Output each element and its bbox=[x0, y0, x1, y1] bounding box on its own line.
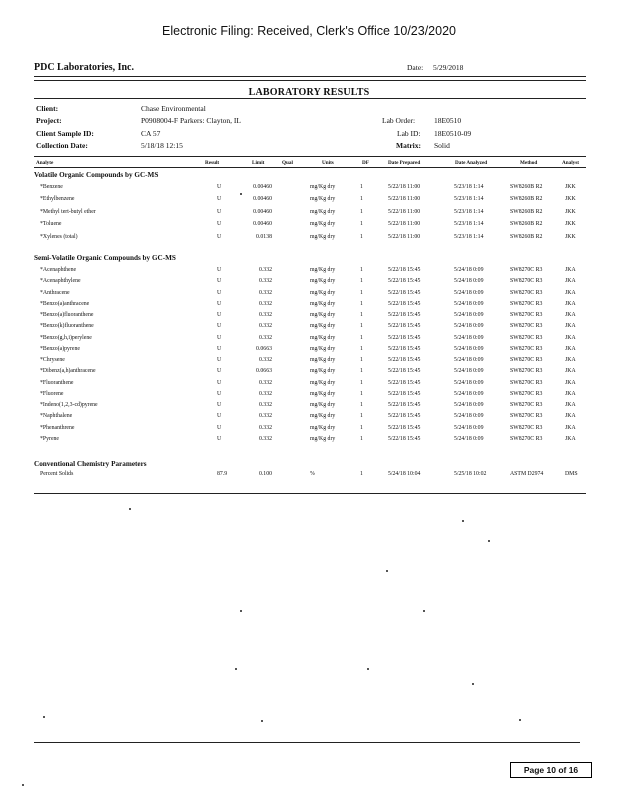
analyst-cell: JKA bbox=[565, 390, 576, 397]
method-cell: SW8270C R3 bbox=[510, 402, 543, 408]
date-prepared-cell: 5/22/18 15:45 bbox=[388, 390, 421, 397]
date-analyzed-cell: 5/23/18 1:14 bbox=[454, 208, 484, 215]
df-cell: 1 bbox=[360, 300, 363, 307]
result-cell: U bbox=[217, 334, 222, 341]
date-prepared-cell: 5/22/18 15:45 bbox=[388, 300, 421, 307]
col-analyst: Analyst bbox=[562, 160, 580, 166]
analyst-cell: JKA bbox=[565, 413, 576, 420]
units-cell: mg/Kg dry bbox=[310, 289, 336, 296]
analyst-cell: JKK bbox=[565, 221, 576, 228]
scan-speck bbox=[240, 610, 242, 612]
df-cell: 1 bbox=[360, 267, 363, 273]
df-cell: 1 bbox=[360, 323, 363, 330]
analyte-cell: *Toluene bbox=[40, 221, 62, 228]
header-rule-top bbox=[34, 76, 586, 77]
date-prepared-cell: 5/22/18 15:45 bbox=[388, 345, 421, 352]
table-row bbox=[0, 196, 618, 207]
units-cell: mg/Kg dry bbox=[310, 184, 336, 190]
lab-name: PDC Laboratories, Inc. bbox=[34, 62, 134, 73]
analyte-cell: *Naphthalene bbox=[40, 413, 73, 420]
col-date-prepared: Date Prepared bbox=[388, 160, 421, 166]
result-cell: U bbox=[217, 278, 222, 285]
units-cell: mg/Kg dry bbox=[310, 278, 336, 285]
table-row bbox=[0, 290, 618, 301]
df-cell: 1 bbox=[360, 233, 363, 240]
result-cell: U bbox=[217, 402, 222, 408]
date-analyzed-cell: 5/24/18 0:09 bbox=[454, 402, 484, 408]
units-cell: mg/Kg dry bbox=[310, 196, 336, 203]
scan-speck bbox=[472, 683, 474, 685]
limit-cell: 0.00460 bbox=[253, 208, 272, 215]
table-row bbox=[0, 413, 618, 424]
date-analyzed-cell: 5/23/18 1:14 bbox=[454, 221, 484, 228]
units-cell: mg/Kg dry bbox=[310, 334, 336, 341]
result-cell: 87.9 bbox=[217, 471, 228, 477]
table-row bbox=[0, 425, 618, 436]
scan-speck bbox=[261, 720, 263, 722]
df-cell: 1 bbox=[360, 278, 363, 285]
date-analyzed-cell: 5/25/18 10:02 bbox=[454, 471, 487, 477]
result-cell: U bbox=[217, 435, 222, 442]
units-cell: mg/Kg dry bbox=[310, 300, 336, 307]
units-cell: mg/Kg dry bbox=[310, 323, 336, 330]
units-cell: mg/Kg dry bbox=[310, 221, 336, 228]
analyst-cell: JKA bbox=[565, 402, 576, 408]
analyst-cell: JKA bbox=[565, 357, 576, 363]
analyst-cell: JKA bbox=[565, 345, 576, 352]
analyst-cell: JKA bbox=[565, 368, 576, 375]
result-cell: U bbox=[217, 233, 222, 240]
client-value: Chase Environmental bbox=[141, 104, 206, 113]
report-date-value: 5/29/2018 bbox=[433, 63, 464, 72]
method-cell: SW8270C R3 bbox=[510, 312, 543, 318]
method-cell: SW8270C R3 bbox=[510, 390, 543, 397]
table-row bbox=[0, 436, 618, 447]
table-row bbox=[0, 368, 618, 379]
df-cell: 1 bbox=[360, 368, 363, 375]
client-label: Client: bbox=[36, 104, 59, 113]
result-cell: U bbox=[217, 424, 222, 431]
date-analyzed-cell: 5/24/18 0:09 bbox=[454, 267, 484, 273]
table-row bbox=[0, 184, 618, 195]
analyte-cell: *Dibenz(a,h)anthracene bbox=[40, 368, 96, 375]
date-prepared-cell: 5/22/18 11:00 bbox=[388, 208, 421, 215]
scan-speck bbox=[235, 668, 237, 670]
limit-cell: 0.100 bbox=[258, 471, 272, 477]
df-cell: 1 bbox=[360, 379, 363, 386]
date-prepared-cell: 5/22/18 15:45 bbox=[388, 278, 421, 285]
date-prepared-cell: 5/22/18 11:00 bbox=[388, 233, 421, 240]
analyte-cell: *Benzo(a)pyrene bbox=[40, 345, 80, 352]
result-cell: U bbox=[217, 267, 222, 273]
date-analyzed-cell: 5/24/18 0:09 bbox=[454, 334, 484, 341]
date-prepared-cell: 5/22/18 15:45 bbox=[388, 323, 421, 330]
df-cell: 1 bbox=[360, 221, 363, 228]
method-cell: SW8270C R3 bbox=[510, 345, 543, 352]
analyte-cell: *Benzene bbox=[40, 184, 63, 190]
table-row bbox=[0, 221, 618, 232]
date-prepared-cell: 5/22/18 15:45 bbox=[388, 334, 421, 341]
scan-speck bbox=[129, 508, 131, 510]
units-cell: mg/Kg dry bbox=[310, 345, 336, 352]
table-row bbox=[0, 391, 618, 402]
df-cell: 1 bbox=[360, 402, 363, 408]
method-cell: SW8270C R3 bbox=[510, 357, 543, 363]
analyst-cell: JKA bbox=[565, 267, 576, 273]
units-cell: mg/Kg dry bbox=[310, 357, 336, 363]
method-cell: ASTM D2974 bbox=[510, 471, 544, 477]
analyst-cell: JKA bbox=[565, 424, 576, 431]
date-prepared-cell: 5/22/18 15:45 bbox=[388, 379, 421, 386]
header-rule-second bbox=[34, 80, 586, 81]
method-cell: SW8260B R2 bbox=[510, 184, 543, 190]
section-title-voc: Volatile Organic Compounds by GC-MS bbox=[34, 171, 159, 179]
method-cell: SW8260B R2 bbox=[510, 196, 543, 203]
date-prepared-cell: 5/22/18 15:45 bbox=[388, 267, 421, 273]
lab-order-label: Lab Order: bbox=[382, 116, 416, 125]
column-header-rule bbox=[34, 167, 586, 168]
date-analyzed-cell: 5/24/18 0:09 bbox=[454, 300, 484, 307]
analyst-cell: JKA bbox=[565, 312, 576, 318]
sample-id-label: Client Sample ID: bbox=[36, 129, 94, 138]
result-cell: U bbox=[217, 357, 222, 363]
analyte-cell: *Fluorene bbox=[40, 390, 64, 397]
result-cell: U bbox=[217, 323, 222, 330]
result-cell: U bbox=[217, 196, 222, 203]
units-cell: mg/Kg dry bbox=[310, 312, 336, 318]
units-cell: mg/Kg dry bbox=[310, 379, 336, 386]
col-date-analyzed: Date Analyzed bbox=[455, 160, 488, 166]
col-units: Units bbox=[322, 160, 334, 166]
analyte-cell: *Benzo(a)fluoranthene bbox=[40, 312, 94, 318]
limit-cell: 0.332 bbox=[258, 267, 272, 273]
date-prepared-cell: 5/22/18 15:45 bbox=[388, 312, 421, 318]
date-prepared-cell: 5/22/18 15:45 bbox=[388, 368, 421, 375]
table-row bbox=[0, 357, 618, 368]
df-cell: 1 bbox=[360, 357, 363, 363]
analyte-cell: *Acenaphthylene bbox=[40, 278, 81, 285]
method-cell: SW8270C R3 bbox=[510, 289, 543, 296]
result-cell: U bbox=[217, 413, 222, 420]
limit-cell: 0.332 bbox=[258, 424, 272, 431]
analyte-cell: *Fluoranthene bbox=[40, 379, 74, 386]
result-cell: U bbox=[217, 221, 222, 228]
analyte-cell: *Benzo(a)anthracene bbox=[40, 300, 90, 307]
date-prepared-cell: 5/22/18 15:45 bbox=[388, 289, 421, 296]
date-analyzed-cell: 5/24/18 0:09 bbox=[454, 379, 484, 386]
scan-speck bbox=[423, 610, 425, 612]
method-cell: SW8260B R2 bbox=[510, 221, 543, 228]
method-cell: SW8270C R3 bbox=[510, 323, 543, 330]
units-cell: mg/Kg dry bbox=[310, 390, 336, 397]
date-prepared-cell: 5/22/18 11:00 bbox=[388, 196, 421, 203]
result-cell: U bbox=[217, 345, 222, 352]
date-prepared-cell: 5/22/18 15:45 bbox=[388, 435, 421, 442]
method-cell: SW8270C R3 bbox=[510, 424, 543, 431]
scan-speck bbox=[519, 719, 521, 721]
result-cell: U bbox=[217, 312, 222, 318]
table-row bbox=[0, 471, 618, 482]
result-cell: U bbox=[217, 289, 222, 296]
units-cell: mg/Kg dry bbox=[310, 233, 336, 240]
filing-header: Electronic Filing: Received, Clerk's Office 10/23/2020 bbox=[162, 24, 456, 38]
df-cell: 1 bbox=[360, 312, 363, 318]
analyte-cell: *Benzo(g,h,i)perylene bbox=[40, 334, 92, 341]
method-cell: SW8260B R2 bbox=[510, 208, 543, 215]
limit-cell: 0.0663 bbox=[256, 368, 272, 375]
result-cell: U bbox=[217, 208, 222, 215]
df-cell: 1 bbox=[360, 208, 363, 215]
scan-speck bbox=[367, 668, 369, 670]
date-prepared-cell: 5/22/18 15:45 bbox=[388, 402, 421, 408]
analyte-cell: *Chrysene bbox=[40, 357, 65, 363]
date-prepared-cell: 5/22/18 15:45 bbox=[388, 357, 421, 363]
col-analyte: Analyte bbox=[36, 160, 54, 166]
units-cell: mg/Kg dry bbox=[310, 208, 336, 215]
project-value: P0908004-F Parkers: Clayton, IL bbox=[141, 116, 241, 125]
scan-speck bbox=[386, 570, 388, 572]
section-title-conventional: Conventional Chemistry Parameters bbox=[34, 460, 147, 468]
analyst-cell: JKK bbox=[565, 184, 576, 190]
limit-cell: 0.332 bbox=[258, 323, 272, 330]
collection-date-label: Collection Date: bbox=[36, 141, 88, 150]
table-row bbox=[0, 335, 618, 346]
df-cell: 1 bbox=[360, 390, 363, 397]
table-row bbox=[0, 380, 618, 391]
method-cell: SW8270C R3 bbox=[510, 267, 543, 273]
method-cell: SW8270C R3 bbox=[510, 379, 543, 386]
df-cell: 1 bbox=[360, 435, 363, 442]
limit-cell: 0.332 bbox=[258, 413, 272, 420]
analyte-cell: Percent Solids bbox=[40, 471, 74, 477]
result-cell: U bbox=[217, 379, 222, 386]
col-result: Result bbox=[205, 160, 220, 166]
project-label: Project: bbox=[36, 116, 62, 125]
units-cell: mg/Kg dry bbox=[310, 368, 336, 375]
table-row bbox=[0, 402, 618, 413]
table-row bbox=[0, 267, 618, 278]
analyst-cell: DMS bbox=[565, 471, 578, 477]
analyst-cell: JKA bbox=[565, 323, 576, 330]
info-rule bbox=[34, 156, 586, 157]
footer-rule bbox=[34, 742, 580, 743]
limit-cell: 0.0663 bbox=[256, 345, 272, 352]
scan-speck bbox=[462, 520, 464, 522]
report-date-label: Date: bbox=[407, 63, 424, 72]
date-analyzed-cell: 5/24/18 0:09 bbox=[454, 312, 484, 318]
limit-cell: 0.332 bbox=[258, 289, 272, 296]
table-row bbox=[0, 312, 618, 323]
table-row bbox=[0, 209, 618, 220]
date-analyzed-cell: 5/24/18 0:09 bbox=[454, 345, 484, 352]
method-cell: SW8270C R3 bbox=[510, 435, 543, 442]
col-method: Method bbox=[520, 160, 538, 166]
date-prepared-cell: 5/24/18 10:04 bbox=[388, 471, 421, 477]
limit-cell: 0.332 bbox=[258, 435, 272, 442]
units-cell: mg/Kg dry bbox=[310, 435, 336, 442]
df-cell: 1 bbox=[360, 413, 363, 420]
matrix-label: Matrix: bbox=[396, 141, 421, 150]
date-prepared-cell: 5/22/18 15:45 bbox=[388, 413, 421, 420]
scan-speck bbox=[22, 784, 24, 786]
limit-cell: 0.332 bbox=[258, 334, 272, 341]
date-analyzed-cell: 5/23/18 1:14 bbox=[454, 184, 484, 190]
analyst-cell: JKA bbox=[565, 379, 576, 386]
date-analyzed-cell: 5/24/18 0:09 bbox=[454, 413, 484, 420]
page-number-badge: Page 10 of 16 bbox=[510, 762, 592, 778]
limit-cell: 0.00460 bbox=[253, 196, 272, 203]
limit-cell: 0.332 bbox=[258, 402, 272, 408]
table-row bbox=[0, 278, 618, 289]
date-analyzed-cell: 5/24/18 0:09 bbox=[454, 424, 484, 431]
limit-cell: 0.332 bbox=[258, 300, 272, 307]
section-title-svoc: Semi-Volatile Organic Compounds by GC-MS bbox=[34, 254, 176, 262]
result-cell: U bbox=[217, 184, 222, 190]
lab-order-value: 18E0510 bbox=[434, 116, 462, 125]
analyst-cell: JKA bbox=[565, 278, 576, 285]
df-cell: 1 bbox=[360, 334, 363, 341]
table-row bbox=[0, 234, 618, 245]
units-cell: mg/Kg dry bbox=[310, 424, 336, 431]
title-rule bbox=[34, 98, 586, 99]
method-cell: SW8270C R3 bbox=[510, 413, 543, 420]
df-cell: 1 bbox=[360, 184, 363, 190]
method-cell: SW8270C R3 bbox=[510, 334, 543, 341]
method-cell: SW8260B R2 bbox=[510, 233, 543, 240]
date-analyzed-cell: 5/24/18 0:09 bbox=[454, 390, 484, 397]
date-analyzed-cell: 5/24/18 0:09 bbox=[454, 368, 484, 375]
df-cell: 1 bbox=[360, 289, 363, 296]
method-cell: SW8270C R3 bbox=[510, 368, 543, 375]
limit-cell: 0.00460 bbox=[253, 221, 272, 228]
limit-cell: 0.332 bbox=[258, 278, 272, 285]
limit-cell: 0.00460 bbox=[253, 184, 272, 190]
date-analyzed-cell: 5/24/18 0:09 bbox=[454, 323, 484, 330]
limit-cell: 0.332 bbox=[258, 390, 272, 397]
analyte-cell: *Xylenes (total) bbox=[40, 233, 78, 240]
limit-cell: 0.0138 bbox=[256, 233, 272, 240]
date-analyzed-cell: 5/24/18 0:09 bbox=[454, 357, 484, 363]
date-prepared-cell: 5/22/18 11:00 bbox=[388, 221, 421, 228]
result-cell: U bbox=[217, 368, 222, 375]
table-end-rule bbox=[34, 493, 586, 494]
scan-speck bbox=[240, 193, 242, 195]
date-analyzed-cell: 5/24/18 0:09 bbox=[454, 289, 484, 296]
analyte-cell: *Indeno(1,2,3-cd)pyrene bbox=[40, 402, 98, 408]
scan-speck bbox=[488, 540, 490, 542]
limit-cell: 0.332 bbox=[258, 357, 272, 363]
sample-id-value: CA 57 bbox=[141, 129, 161, 138]
analyte-cell: *Anthracene bbox=[40, 289, 70, 296]
date-analyzed-cell: 5/24/18 0:09 bbox=[454, 278, 484, 285]
analyte-cell: *Benzo(k)fluoranthene bbox=[40, 323, 94, 330]
col-qual: Qual bbox=[282, 160, 293, 166]
date-analyzed-cell: 5/23/18 1:14 bbox=[454, 233, 484, 240]
method-cell: SW8270C R3 bbox=[510, 278, 543, 285]
analyte-cell: *Phenanthrene bbox=[40, 424, 75, 431]
limit-cell: 0.332 bbox=[258, 312, 272, 318]
analyst-cell: JKK bbox=[565, 233, 576, 240]
df-cell: 1 bbox=[360, 424, 363, 431]
analyst-cell: JKK bbox=[565, 208, 576, 215]
date-prepared-cell: 5/22/18 11:00 bbox=[388, 184, 421, 190]
analyst-cell: JKA bbox=[565, 435, 576, 442]
analyst-cell: JKA bbox=[565, 289, 576, 296]
analyst-cell: JKA bbox=[565, 300, 576, 307]
collection-date-value: 5/18/18 12:15 bbox=[141, 141, 183, 150]
df-cell: 1 bbox=[360, 345, 363, 352]
analyte-cell: *Methyl tert-butyl ether bbox=[40, 208, 96, 215]
date-analyzed-cell: 5/23/18 1:14 bbox=[454, 196, 484, 203]
table-row bbox=[0, 323, 618, 334]
scan-speck bbox=[43, 716, 45, 718]
analyte-cell: *Pyrene bbox=[40, 435, 59, 442]
col-df: DF bbox=[362, 160, 369, 166]
table-row bbox=[0, 301, 618, 312]
analyst-cell: JKK bbox=[565, 196, 576, 203]
units-cell: mg/Kg dry bbox=[310, 402, 336, 408]
df-cell: 1 bbox=[360, 196, 363, 203]
matrix-value: Solid bbox=[434, 141, 450, 150]
lab-id-value: 18E0510-09 bbox=[434, 129, 472, 138]
result-cell: U bbox=[217, 390, 222, 397]
analyte-cell: *Ethylbenzene bbox=[40, 196, 75, 203]
df-cell: 1 bbox=[360, 471, 363, 477]
col-limit: Limit bbox=[252, 160, 265, 166]
units-cell: mg/Kg dry bbox=[310, 267, 336, 273]
units-cell: mg/Kg dry bbox=[310, 413, 336, 420]
date-prepared-cell: 5/22/18 15:45 bbox=[388, 424, 421, 431]
method-cell: SW8270C R3 bbox=[510, 300, 543, 307]
table-row bbox=[0, 346, 618, 357]
page-title: LABORATORY RESULTS bbox=[248, 87, 370, 98]
units-cell: % bbox=[310, 471, 315, 477]
analyte-cell: *Acenaphthene bbox=[40, 267, 77, 273]
result-cell: U bbox=[217, 300, 222, 307]
lab-id-label: Lab ID: bbox=[397, 129, 421, 138]
limit-cell: 0.332 bbox=[258, 379, 272, 386]
analyst-cell: JKA bbox=[565, 334, 576, 341]
date-analyzed-cell: 5/24/18 0:09 bbox=[454, 435, 484, 442]
